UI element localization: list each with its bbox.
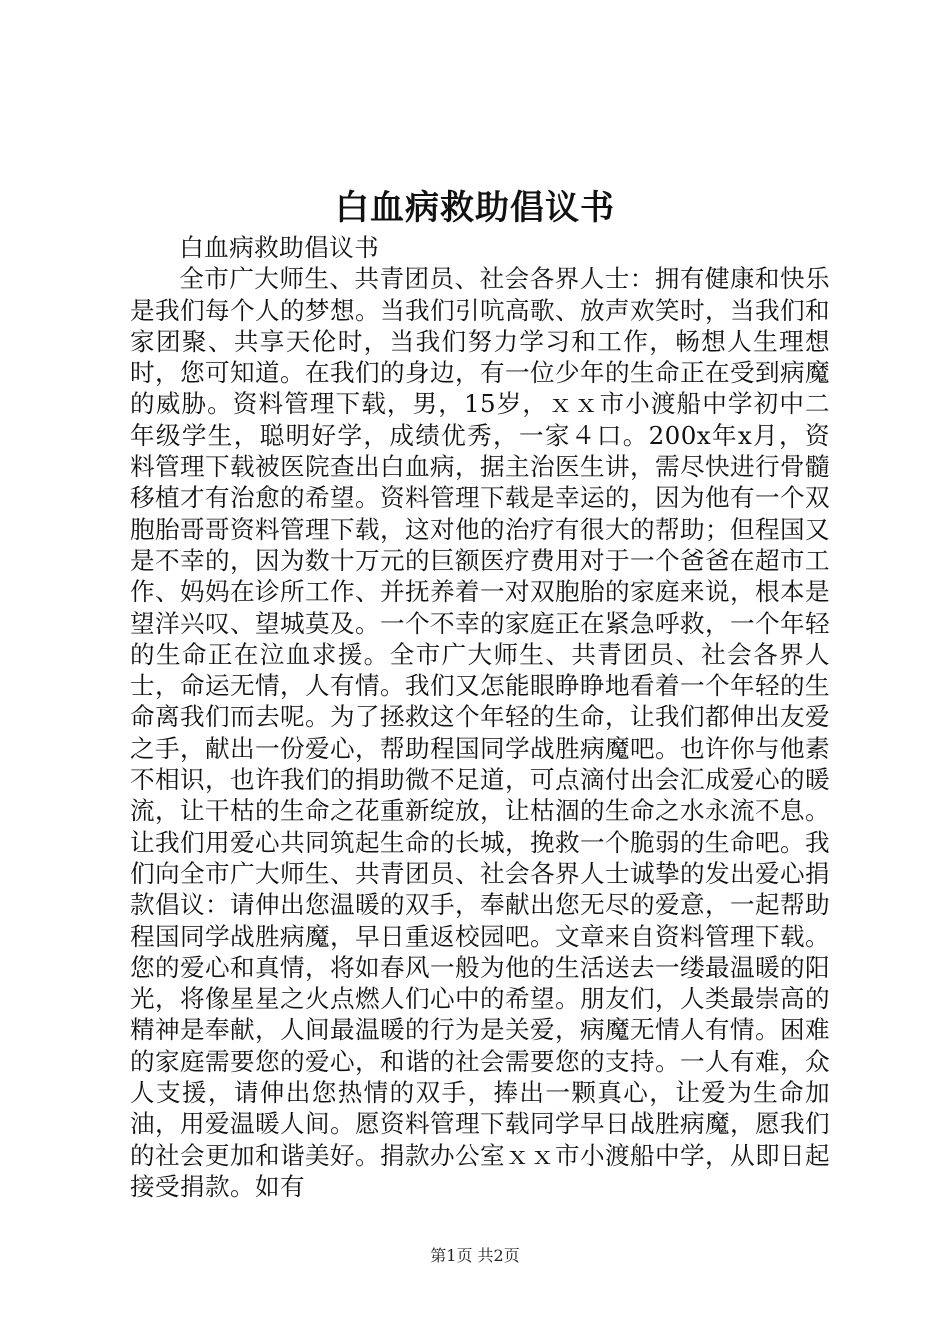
document-body [130,232,830,1202]
document-title: 白血病救助倡议书 [335,188,615,228]
page-number-footer: 第1页 共2页 [430,1246,520,1265]
document-subtitle: 白血病救助倡议书 [179,233,380,262]
document-paragraph: 全市广大师生、共青团员、社会各界人士：拥有健康和快乐是我们每个人的梦想。当我们引吭高歌、放声欢笑时，当我们和家团聚、共享天伦时，当我们努力学习和工作，畅想人生理想时，您可知道。在我们的身边，有一位少年的生命正在受到病魔的威胁。资料管理下载，男，15岁，ｘｘ市小渡船中学初中二年级学生，聪明好学，成绩优秀，一家４口。200x年x月，资料管理下载被医院查出白血病，据主治医生讲，需尽快进行骨髓移植才有治愈的希望。资料管理下载是幸运的，因为他有一个双胞胎哥哥资料管理下载，这对他的治疗有很大的帮助；但程国又是不幸的，因为数十万元的巨额医疗费用对于一个爸爸在超市工作、妈妈在诊所工作、并抚养着一对双胞胎的家庭来说，根本是望洋兴叹、望城莫及。一个不幸的家庭正在紧急呼救，一个年轻的生命正在泣血求援。全市广大师生、共青团员、社会各界人士，命运无情，人有情。我们又怎能眼睁睁地看着一个年轻的生命离我们而去呢。为了拯救这个年轻的生命，让我们都伸出友爱之手，献出一份爱心，帮助程国同学战胜病魔吧。也许你与他素不相识，也许我们的捐助微不足道，可点滴付出会汇成爱心的暖流，让干枯的生命之花重新绽放，让枯涸的生命之水永流不息。让我们用爱心共同筑起生命的长城，挽救一个脆弱的生命吧。我们向全市广大师生、共青团员、社会各界人士诚挚的发出爱心捐款倡议：请伸出您温暖的双手，奉献出您无尽的爱意，一起帮助程国同学战胜病魔，早日重返校园吧。文章来自资料管理下载。您的爱心和真情，将如春风一般为他的生活送去一缕最温暖的阳光，将像星星之火点燃人们心中的希望。朋友们，人类最崇高的精神是奉献，人间最温暖的行为是关爱，病魔无情人有情。困难的家庭需要您的爱心，和谐的社会需要您的支持。一人有难，众人支援，请伸出您热情的双手，捧出一颗真心，让爱为生命加油，用爱温暖人间。愿资料管理下载同学早日战胜病魔，愿我们的社会更加和谐美好。捐款办公室ｘｘ市小渡船中学，从即日起接受捐款。如有 [130,264,830,1201]
